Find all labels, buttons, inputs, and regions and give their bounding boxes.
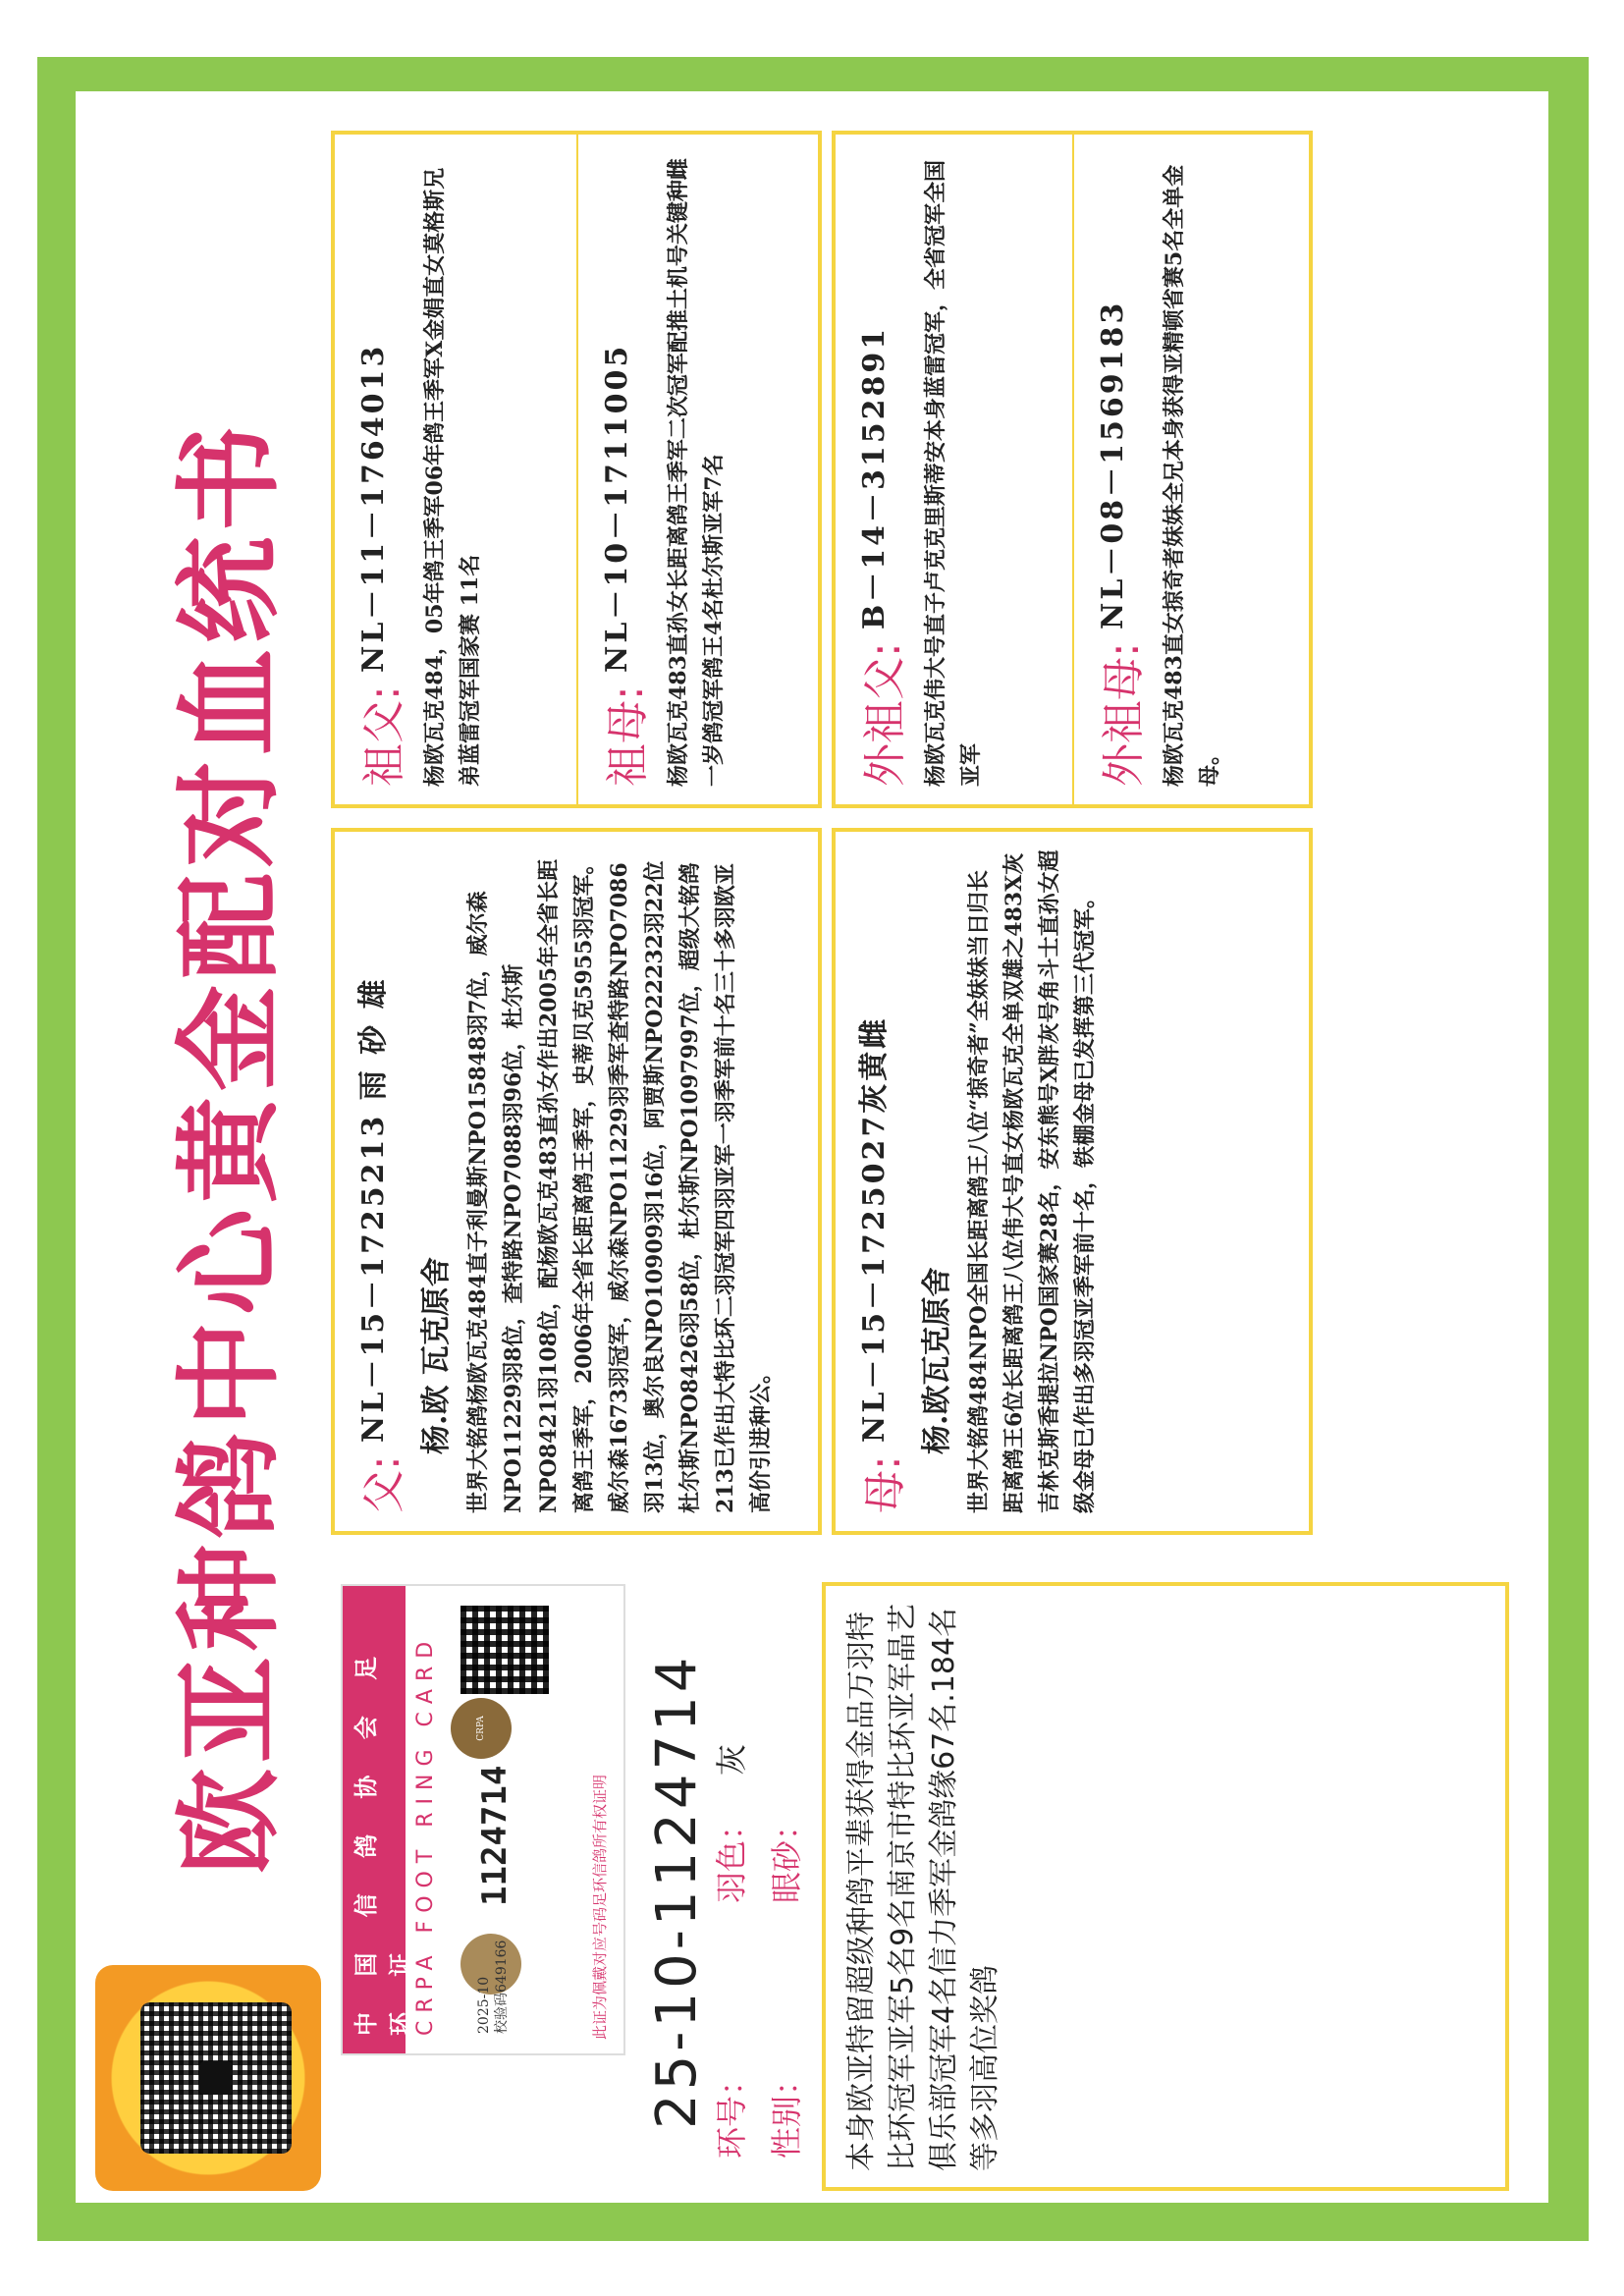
ring-card-number: 1124714 [475,1765,514,1906]
ring-card-subheader: CRPA FOOT RING CARD [413,1633,438,2036]
qr-sunflower-image [95,1965,321,2191]
attr-row-sex [759,1667,814,2159]
grandmother-description: 杨欧瓦克483直孙女长距离鸽王季军二次冠军配推土机号关键种雌一岁鸽冠军鸽王4名杜尔斯亚军7名 [666,158,727,787]
maternal-grandmother-label: 外祖母: [1099,642,1149,787]
maternal-grandfather-cell [836,135,1071,804]
ring-card-date: 2025-10 校验码649166 [476,1940,510,2034]
father-label: 父: [359,1455,409,1513]
pigeon-notes: 本身欧亚特留超级种鸽平辈获得金品万羽特比环冠军亚军5名9名南京市特比环亚军晶艺俱乐部冠军4名信力季军金鸽缘67名.184名等多羽高位奖鸽 [844,1603,1002,2171]
grandfather-ring: NL－11－1764013 [356,343,391,674]
mother-name: 杨.欧瓦克原舍 [920,1267,954,1454]
pigeon-attributes [704,1667,814,2159]
ring-label: 环号： [713,2063,750,2159]
certificate-title: 欧亚种鸽中心黄金配对血统书 [169,419,292,1876]
feather-label: 羽色： [713,1808,750,1903]
father-ring: NL－15－1725213 雨 砂 雄 [356,976,391,1444]
sex-label: 性别： [768,2063,805,2159]
grandmother-cell [578,135,819,804]
grandfather-cell [335,135,575,804]
mother-description: 世界大铭鸽484NPO全国长距离鸽王八位“掠奇者”全妹妹当日归长距离鸽王6位长距离鸽王八位伟大号直女杨欧瓦克全单双雄之483X灰吉林克斯香提拉NPO国家赛28名，安东熊号X胖灰号角斗士直孙女超级金母已作出多羽冠亚季军前十名，铁棚金母已发挥第三代冠军。 [966,849,1098,1513]
eye-label: 眼砂： [768,1808,805,1903]
ring-card-qr-code [460,1606,549,1694]
ring-number: 25-10-1124714 [645,1653,709,2129]
maternal-grandmother-ring: NL－08－1569183 [1096,300,1130,630]
father-description: 世界大铭鸽杨欧瓦克484直子利曼斯NPO15848羽7位，威尔森NPO11229羽8位，查特路NPO7088羽96位，杜尔斯NPO8421羽108位，配杨欧瓦克483直孙女作出2005年全省长距离鸽王季军，2006年全省长距离鸽王季军，史蒂贝克5955羽冠军。威尔森1673羽冠军，威尔森NPO11229羽季军查特路NPO7086羽13位，奥尔良NPO10909羽16位，阿贾斯NPO22232羽22位杜尔斯NPO8426羽58位，杜尔斯NPO1097997位，超级大铭鸽213已作出大特比环二羽冠军四羽亚军一羽季军前十名三十多羽欧亚高价引进种公。 [465,852,774,1513]
maternal-grandmother-description: 杨欧瓦克483直女掠奇者妹妹全兄本身获得亚精顿省赛5名全单金母。 [1162,164,1222,787]
grandmother-ring: NL－10－1711005 [600,343,634,674]
maternal-grandfather-ring: B－14－3152891 [857,325,892,630]
maternal-grandfather-label: 外祖父: [860,642,910,787]
notes-box [822,1582,1509,2191]
qr-center-icon [199,2061,233,2095]
maternal-grandparents-box [832,131,1313,808]
paternal-grandparents-box [331,131,822,808]
ring-card-header: 中 国 信 鸽 协 会 足 环 证 [343,1586,406,2053]
father-name: 杨.欧 瓦克原舍 [419,1257,454,1454]
maternal-grandmother-cell [1074,135,1310,804]
ring-card [341,1584,625,2055]
maternal-grandfather-description: 杨欧瓦克伟大号直子卢克克里斯蒂安本身蓝雷冠军，全省冠军全国亚军 [923,159,984,787]
certificate-paper [76,91,1548,2203]
mother-label: 母: [860,1455,910,1513]
attr-row-ring [704,1667,759,2159]
grandfather-label: 祖父: [359,685,409,787]
mother-ring: NL－15－1725027灰黄雌 [857,1015,892,1444]
crpa-logo: CRPA [451,1698,512,1759]
certificate-content [76,91,1548,2203]
father-box [331,828,822,1535]
feather-value: 灰 [713,1743,750,1776]
grandmother-label: 祖母: [603,685,653,787]
ring-card-footer: 此证为佩戴对应号码足环信鸽所有权证明 [591,1774,609,2040]
mother-box [832,828,1313,1535]
grandfather-description: 杨欧瓦克484，05年鸽王季军06年鸽王季军X金娟直女莫格斯兄弟蓝雷冠军国家赛 11名 [422,167,483,787]
